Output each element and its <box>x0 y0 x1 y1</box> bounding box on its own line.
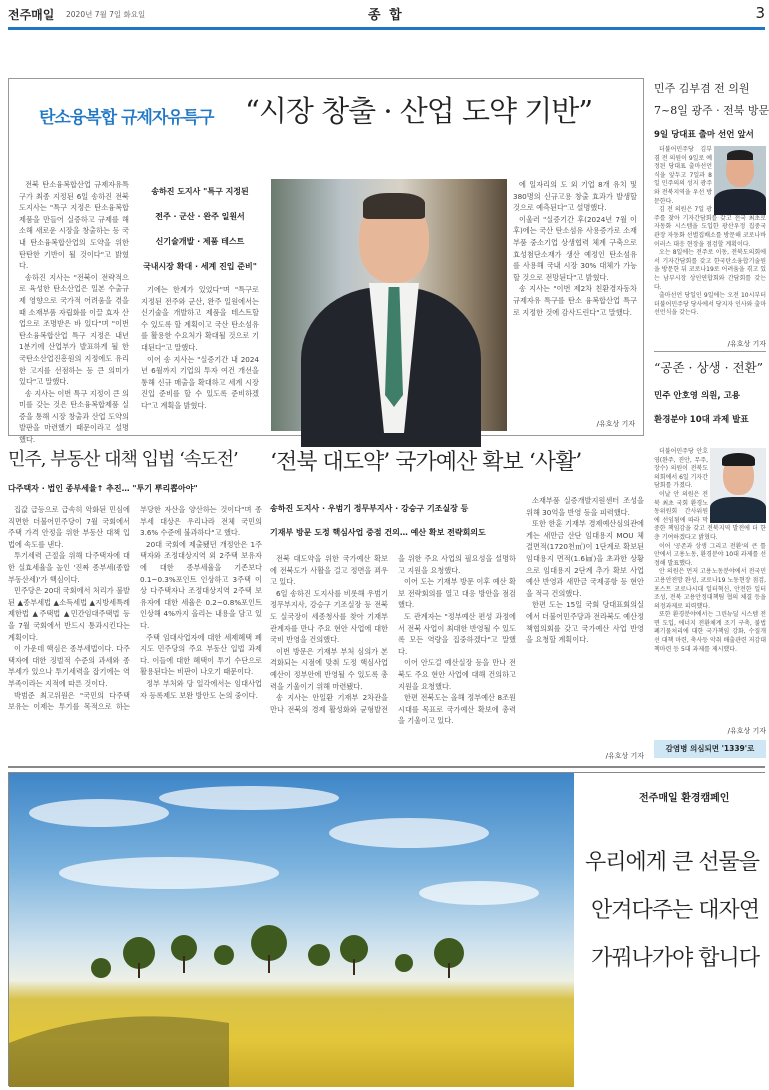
byline: /유호상 기자 <box>596 420 635 428</box>
masthead <box>8 4 765 26</box>
ad-slogan: 우리에게 큰 선물을 안겨다주는 대자연 가꿔나가야 합니다 <box>584 850 759 971</box>
section-divider <box>8 766 765 768</box>
top-story-col2: 기에는 한계가 있었다"며 "특구로 지정된 전주와 군산, 완주 일원에서는 신기술을 개발하고 제품을 테스트할 수 있도록 할 계획이고 국산 탄소섬유를 활용한 수요처가 확대될 것으로 기대된다"고 말했다. 이어 송 지사는 "실증기간 내 2024년 6월까지 기업의 투자 여건 개선을 통해 신규 매출을 확대하고 세계 시장 진입 준비를 할 수 있도록 준비하겠다"고 계획을 밝혔다. <box>141 285 259 410</box>
article-right-headline: ‘전북 대도약’ 국가예산 확보 ‘사활’ <box>270 450 582 475</box>
paper-name: 전주매일 <box>8 8 55 22</box>
article-left-subhead: 다주택자 · 법인 종부세율↑ 추진… "투기 뿌리뽑아야" <box>8 484 198 493</box>
side1-body: 더불어민주당 김부겸 전 의원이 9일로 예정된 당대표 출마선언식을 앞두고 7일과 8일 민주의의 성지 광주와 전북지역을 우선 방문한다. 김 전 의원은 7일 광주를 찾아 기자간담회를 갖고 전국 최초로 자동화 시스템을 도입한 광산우정 집중국 관장 자동화 선별집배소를 방문해 코로나바이러스 대응 현장을 점검할 계획이다. 오는 8일에는 전주로 이동, 전북도의회에서 기자간담회를 갖고 한국탄소융합기술원을 방문한 뒤 코로나19로 어려움을 겪고 있는 남부시장 상인연합회와 간담회를 갖는다. 출마선언 당일인 9일에는 오전 10시부터 더불어민주당 당사에서 당지자 인사와 출마선언식을 갖는다. <box>654 146 766 317</box>
side2-subhead: 민주 안호영 의원, 고용 환경분야 10대 과제 발표 <box>654 391 749 425</box>
issue-date: 2020년 7월 7일 화요일 <box>66 10 146 19</box>
notice-box: 감염병 의심되면 '1339'로 <box>654 740 766 758</box>
side-story-ahn <box>654 358 766 758</box>
campaign-title: 전주매일 환경캠페인 <box>639 793 730 804</box>
byline: /유호상 기자 <box>727 340 766 348</box>
side2-body: 더불어민주당 안호영(완주, 진안, 무주, 장수) 의원이 전북도의회에서 6일 기자간담회를 가졌다. 이날 안 의원은 전북 최초 국회 환경노동위원회 간사위원에 선임됨에 따라 막중한 책임감을 갖고 전북지역 발전에 더 한층 기여하겠다고 밝혔다. 이어 '공존과 상생 그리고 전환'의 큰 틀안에서 고용노동, 환경분야 10대 과제를 선정해 발표했다. 안 의원은 먼저 고용노동분야에서 전국민 고용안전망 완성, 코로나19 노동현장 점검, 포스트 코로나시대 일터혁신, 안전한 일터조성, 전북 고용안정대책팀 협의 체결 등을 의정과제로 피력했다. 또한 환경분야에서는 그린뉴딜 시스템 전면 도입, 에너지 전환체계 조기 구축, 불법폐기물처리에 대한 국가책임 강화, 수질개선 대책 마련, 축사등 악취 배출관련 저감대책마련 등 5대 과제를 제시했다. <box>654 448 766 653</box>
article-right-body: 전북 대도약을 위한 국가예산 확보에 전북도가 사활을 걸고 정면을 꾀우고 있다. 6일 송하진 도지사를 비롯해 우범기 정무부지사, 강승구 기조실장 등 전북도 실국장이 세종청사를 찾아 기재부 관계자를 만나 주요 현안 사업에 대한 국비 반영을 건의했다. 이번 방문은 기재부 부처 심의가 본격화되는 시점에 맞춰 도정 핵심사업 예산이 정부안에 반영될 수 있도록 총력을 기울이기 위해 마련됐다. 송 지사는 안일환 기재부 2차관을 만나 전북의 경제 활성화와 균형발전을 위한 주요 사업의 필요성을 설명하고 지원을 요청했다. 이어 도는 기재부 방문 이후 예산 확보 전략회의를 열고 대응 방안을 점검했다. 도 관계자는 "정부예산 편성 과정에서 전북 사업이 최대한 반영될 수 있도록 모든 역량을 집중하겠다"고 말했다. 이어 안도걸 예산실장 등을 만나 전북도 주요 현안 사업에 대해 건의하고 지원을 요청했다. 한편 전북도는 올해 정부예산 8조원 시대를 목표로 국가예산 확보에 총력을 기울이고 있다. <box>270 554 516 726</box>
environment-campaign-ad <box>8 772 765 1086</box>
top-story-kicker: 탄소융복합 규제자유특구 <box>39 108 214 128</box>
byline: /유호상 기자 <box>605 752 644 760</box>
governor-photo <box>271 179 507 431</box>
byline: /유호상 기자 <box>727 727 766 735</box>
top-story-subheads: 송하진 도지사 "특구 지정된 전주 · 군산 · 완주 일원서 신기술개발 · 제품 테스트 국내시장 확대 · 세계 진입 준비" <box>143 187 257 271</box>
side2-headline: “공존 · 상생 · 전환” <box>654 360 764 375</box>
article-budget <box>270 445 644 763</box>
top-story <box>8 78 644 445</box>
article-right-subhead: 송하진 도지사 · 우범기 정무부지사 · 강승구 기조실장 등 기재부 방문 도정 핵심사업 중점 건의… 예산 확보 전략회의도 <box>270 504 486 537</box>
nature-photo <box>9 773 589 1087</box>
header-rule <box>8 27 765 30</box>
article-left-body: 집값 급등으로 급속히 악화된 민심에 직면한 더불어민주당이 7월 국회에서 주택 가격 안정을 위한 부동산 대책 입법에 속도를 낸다. 투기세력 근절을 위해 다주택자에 대한 실효세율을 높인 '진짜 종부세(종합부동산세)'가 핵심이다. 민주당은 20대 국회에서 처리가 불발된 ▲종부세법 ▲소득세법 ▲지방세특례제한법 ▲주택법 ▲민간임대주택법 등을 7월 국회에서 반드시 통과시킨다는 계획이다. 이 가운데 핵심은 종부세법이다. 다주택자에 대한 징벌적 수준의 과세와 종부세가 있으나 투기세력을 잡기에는 역부족이라는 지적에 따른 것이다. 박범준 최고위원은 "국민의 다주택 보유는 이제는 투기를 목적으로 하는 부당한 자산을 양산하는 것이다"며 종부세 대상은 우리나라 전체 국민의 3.6% 수준에 불과하다"고 했다. 20대 국회에 제출됐던 개정안은 1주택자와 조정대상지역 외 2주택 보유자에 대한 종부세율을 기존보다 0.1~0.3%포인트 인상하고 3주택 이상 다주택자나 조정대상지역 2주택 보유자에 대한 세율은 0.2~0.8%포인트 인상해 4%까지 올리는 내용을 담고 있다. 주택 임대사업자에 대한 세제혜택 폐지도 민주당의 주요 부동산 입법 과제다. 이들에 대한 혜택이 투기 수단으로 활용된다는 비판이 나오기 때문이다. 정부 부처와 당 일각에서는 임대사업자 등록제도 보완 방안도 논의 중이다. <box>8 505 262 712</box>
article-right-side-col: 소재부품 실증개발지원센터 조성을 위해 30억을 반영 등을 피력했다. 또한 한훈 기재부 경제예산심의관에게는 새만금 산단 임대용지 MOU 체결면적(1720천㎡)이 1단계로 확보된 임대용지 면적(1.6㎢)을 초과한 상황으로 임대용지 2단계 추가 확보 사업 예산 반영과 새만금 국제공항 등 현안을 적극 건의했다. 한편 도는 15일 국회 당대표회의실에서 더불어민주당과 전라북도 예산정책협의회를 갖고 국가예산 사업 반영을 요청할 계획이다. <box>526 496 644 645</box>
page-number: 3 <box>755 4 765 22</box>
side1-headline: 민주 김부겸 전 의원 7~8일 광주 · 전북 방문 <box>654 82 769 117</box>
article-real-estate <box>8 445 262 763</box>
top-story-col1: 전북 탄소융복합산업 규제자유특구가 최종 지정된 6일 송하진 전북도지사는 "특구 지정은 탄소융복합 제품을 만들어 실증하고 규제를 해소해 새로운 시장을 창출하는 등 국내 탄소융복합산업의 도약을 위한 탄탄한 기반이 될 것이다"고 밝혔다. 송하진 지사는 "전북이 전략적으로 육성한 탄소산업은 일본 수출규제 영향으로 국가적 어려움을 겪을 때 소재부품 자립화를 이끌 효자 산업으로 조명받은 바 있다"며 "이번 탄소융복합산업 특구 지정은 내년 1분기에 산업부가 발표하게 될 한국탄소산업진흥원의 지정에도 유리한 고지를 선점하는 등 큰 의미가 있다"고 말했다. 송 지사는 이번 특구 지정이 큰 의미를 갖는 것은 탄소융복합제품 실증을 통해 시장 창출과 산업 도약의 발판을 마련했기 때문이라고 설명했다. <box>19 180 129 445</box>
side-story-kim <box>654 78 769 348</box>
side-divider <box>654 351 766 352</box>
article-left-headline: 민주, 부동산 대책 입법 ‘속도전’ <box>8 449 238 470</box>
top-story-headline: “시장 창출 · 산업 도약 기반” <box>245 94 593 128</box>
side1-subhead: 9일 당대표 출마 선언 앞서 <box>654 130 754 140</box>
section-name: 종 합 <box>368 8 404 23</box>
top-story-col4: 에 일자리의 도 외 기업 8개 유치 및 380명의 신규고용 창출 효과가 발생할 것으로 예측된다"고 설명했다. 이울러 "실증기간 후(2024년 7월 이후)에는 국산 탄소섬유 사용증가로 소재부품 중소기업 상생협력 체계 구축으로 효성첨단소재가 생산 예정인 탄소섬유를 사용해 국내 시장 30% 대체가 가능할 것으로 전망된다"고 밝혔다. 송 지사는 "이번 제2차 친환경자동차 규제자유 특구를 탄소 융복합산업 특구로 지정한 것에 감사드린다"고 말했다. <box>513 180 637 317</box>
